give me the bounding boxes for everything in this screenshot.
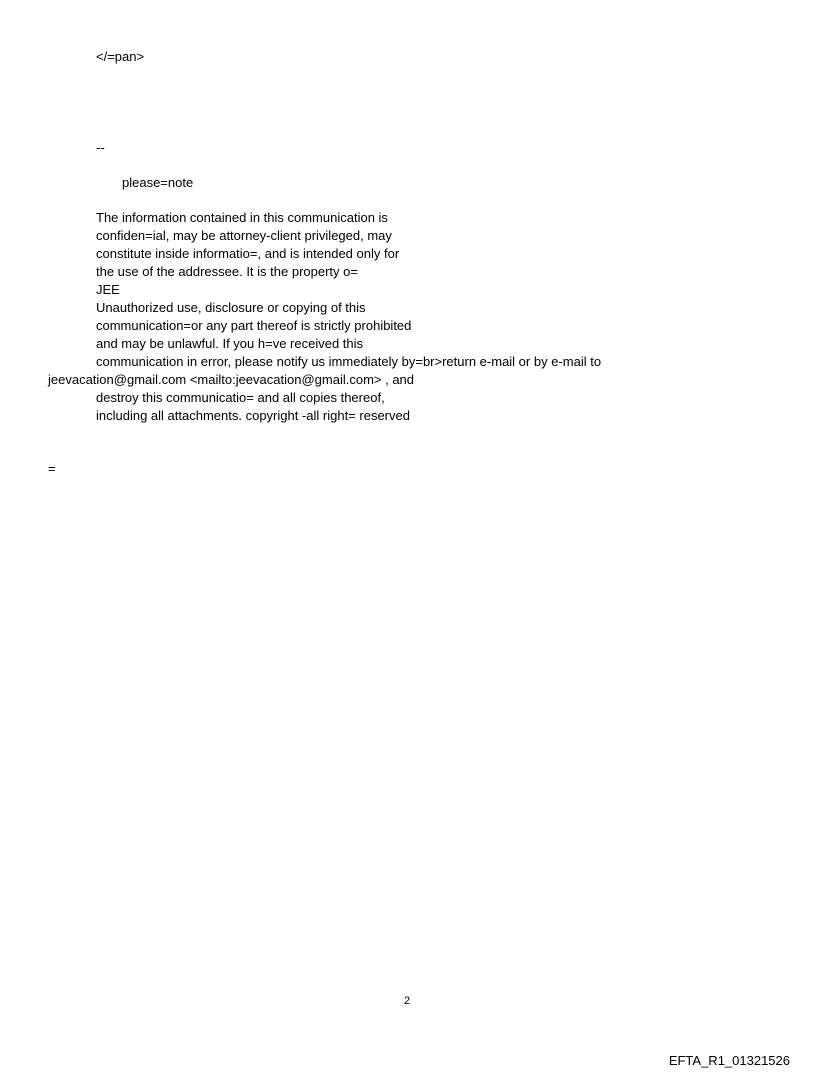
trailing-mark: =: [48, 461, 56, 476]
disclaimer-email-line: jeevacation@gmail.com <mailto:jeevacation@gmail.com> , and: [48, 372, 415, 387]
page-number: 2: [404, 995, 411, 1007]
disclaimer-line: JEE: [96, 282, 120, 297]
document-id: EFTA_R1_01321526: [668, 1053, 790, 1068]
disclaimer-line: The information contained in this communication is: [96, 210, 388, 225]
disclaimer-line: communication=or any part thereof is strictly prohibited: [96, 318, 412, 333]
disclaimer-line: constitute inside informatio=, and is intended only for: [96, 246, 400, 261]
disclaimer-line: the use of the addressee. It is the property o=: [96, 264, 358, 279]
disclaimer-line: communication in error, please notify us immediately by=br>return e-mail or by e-mail to: [96, 354, 602, 369]
disclaimer-line: and may be unlawful. If you h=ve received this: [96, 336, 364, 351]
note-heading: please=note: [122, 175, 194, 190]
closing-tag-text: </=pan>: [96, 49, 145, 64]
separator-text: --: [96, 140, 105, 155]
disclaimer-line: including all attachments. copyright -all right= reserved: [96, 408, 410, 423]
disclaimer-line: Unauthorized use, disclosure or copying of this: [96, 300, 366, 315]
disclaimer-line: destroy this communicatio= and all copies thereof,: [96, 390, 385, 405]
disclaimer-line: confiden=ial, may be attorney-client privileged, may: [96, 228, 392, 243]
